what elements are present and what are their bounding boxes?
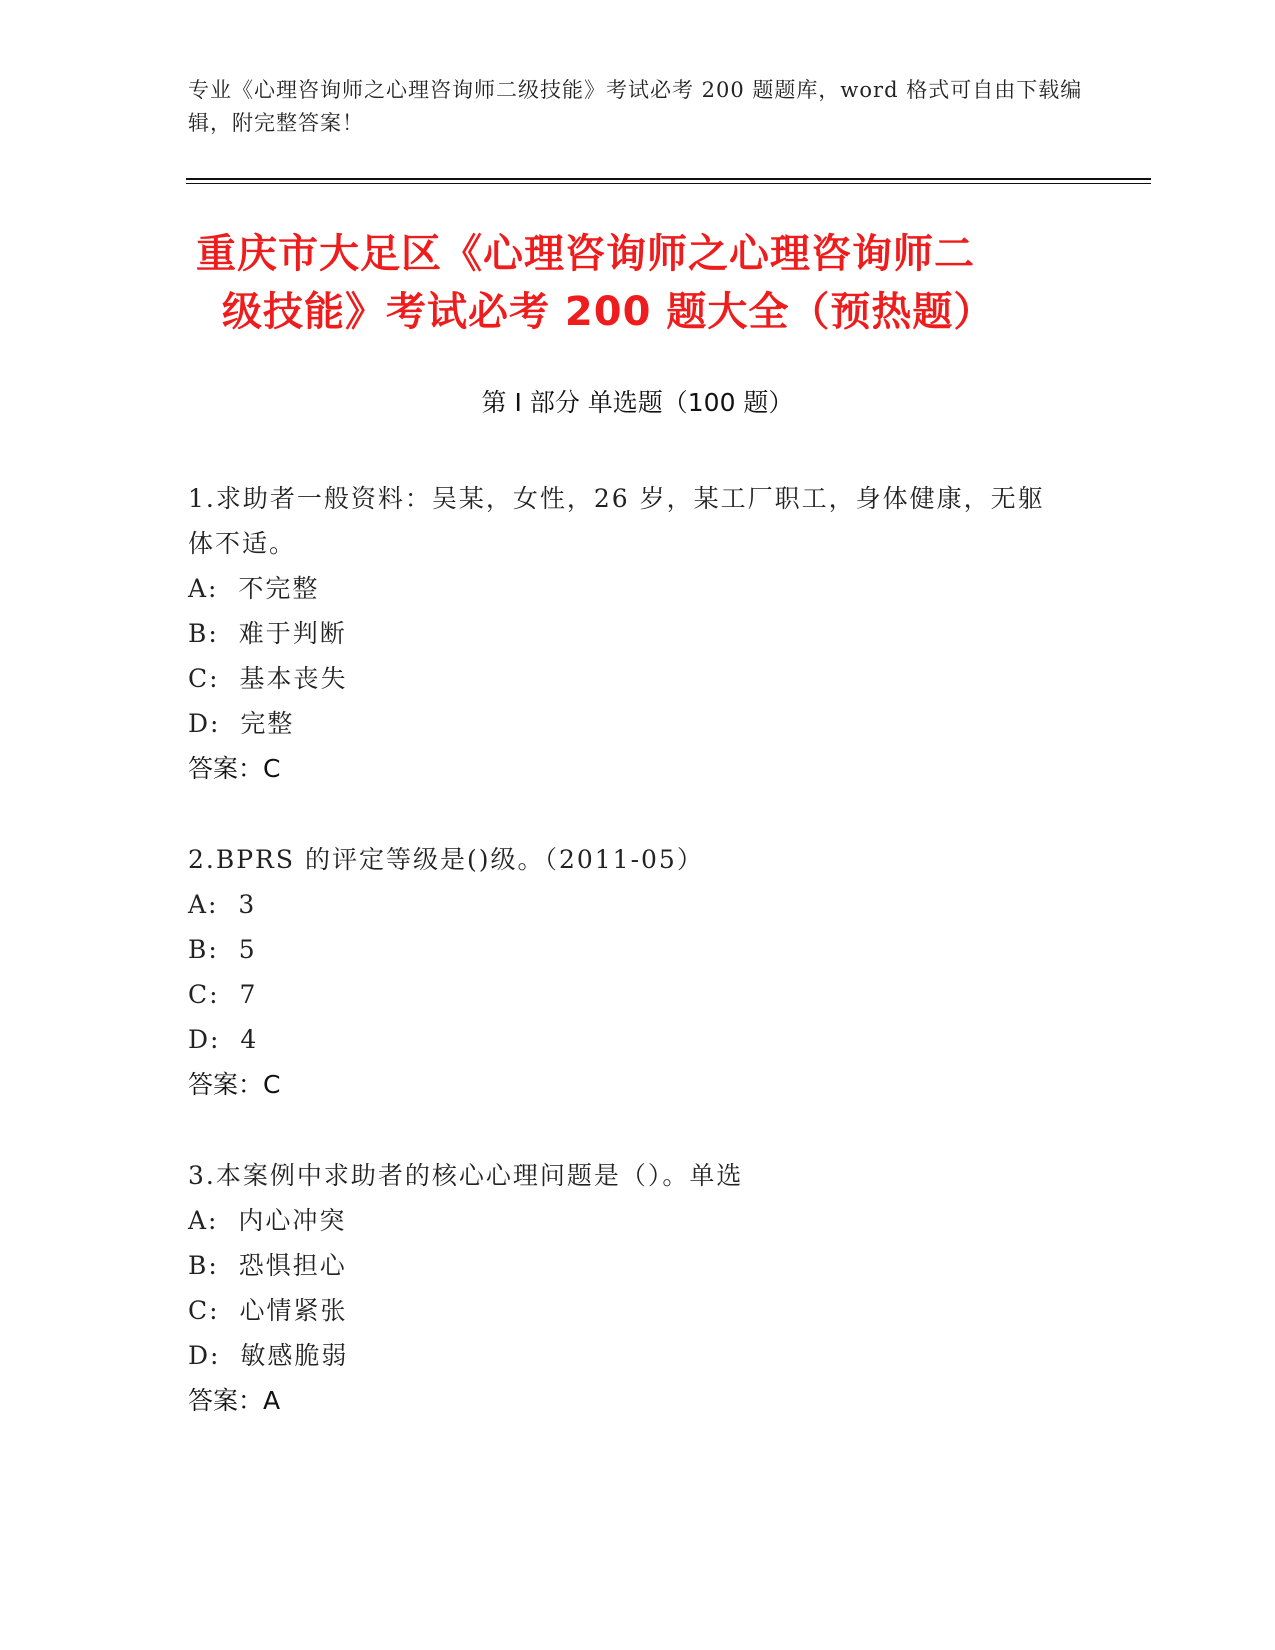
answer-line: 答案：C [188, 754, 281, 783]
header-note: 专业《心理咨询师之心理咨询师二级技能》考试必考 200 题题库，word 格式可自由下载编辑，附完整答案！ [188, 78, 1083, 135]
header-divider-thick [186, 178, 1151, 180]
question-stem: 1.求助者一般资料：吴某，女性，26 岁，某工厂职工，身体健康，无躯体不适。 [188, 484, 1045, 558]
section-title: 第 I 部分 单选题（100 题） [481, 388, 794, 417]
document-title-line2: 级技能》考试必考 200 题大全（预热题） [222, 289, 995, 335]
option-c: C: 7 [188, 980, 258, 1009]
question-stem: 3.本案例中求助者的核心心理问题是（）。单选 [188, 1161, 744, 1190]
option-b: B: 5 [188, 935, 257, 964]
option-d: D: 敏感脆弱 [188, 1341, 349, 1370]
document-title [196, 225, 1096, 341]
option-d: D: 完整 [188, 709, 295, 738]
option-a: A: 内心冲突 [188, 1206, 347, 1235]
option-a: A: 3 [188, 890, 257, 919]
option-d: D: 4 [188, 1025, 259, 1054]
option-b: B: 难于判断 [188, 619, 347, 648]
question-3 [188, 1153, 1068, 1423]
question-1 [188, 476, 1068, 791]
question-list [188, 476, 1068, 1469]
option-c: C: 心情紧张 [188, 1296, 348, 1325]
answer-line: 答案：C [188, 1070, 281, 1099]
answer-line: 答案：A [188, 1386, 281, 1415]
header-divider-thin [186, 183, 1151, 184]
option-b: B: 恐惧担心 [188, 1251, 347, 1280]
option-a: A: 不完整 [188, 574, 320, 603]
option-c: C: 基本丧失 [188, 664, 348, 693]
question-stem: 2.BPRS 的评定等级是()级。（2011-05） [188, 845, 704, 874]
document-title-line1: 重庆市大足区《心理咨询师之心理咨询师二 [196, 231, 975, 277]
question-2 [188, 837, 1068, 1107]
